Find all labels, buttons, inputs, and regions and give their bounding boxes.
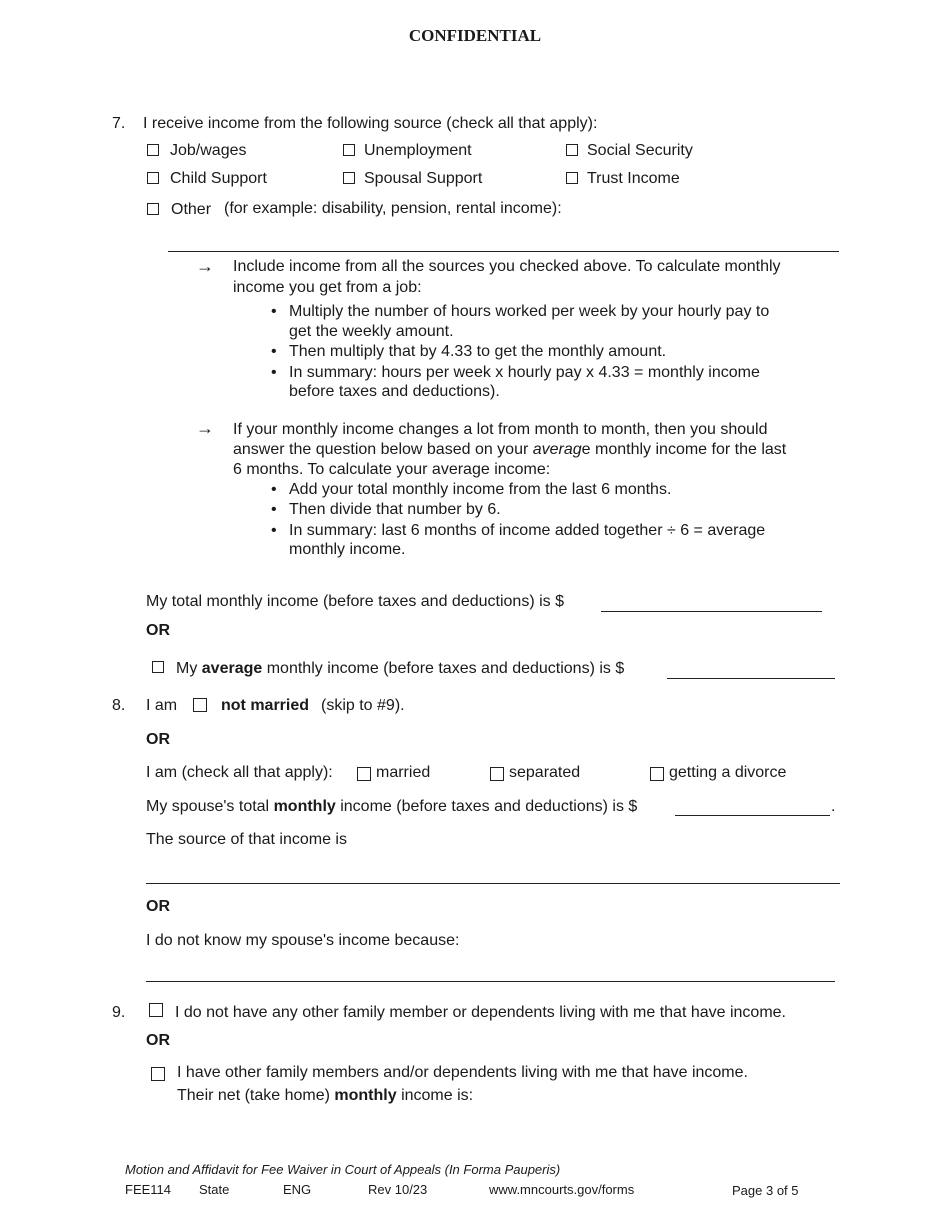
unemployment-label: Unemployment — [364, 142, 472, 159]
social-security-label: Social Security — [587, 142, 693, 159]
footer-url[interactable]: www.mncourts.gov/forms — [489, 1182, 635, 1197]
note1-bullet1-cont: get the weekly amount. — [289, 323, 454, 340]
job-wages-checkbox[interactable] — [147, 144, 159, 156]
separated-checkbox[interactable] — [490, 767, 504, 781]
average-income-checkbox[interactable] — [152, 661, 164, 673]
or-label: OR — [146, 731, 170, 748]
other-income-input-line[interactable] — [168, 251, 839, 252]
page-header-confidential: CONFIDENTIAL — [408, 26, 542, 45]
no-other-family-label: I do not have any other family member or dependents living with me that have income. — [175, 1004, 786, 1021]
q9-number: 9. — [112, 1004, 126, 1021]
footer-form-title: Motion and Affidavit for Fee Waiver in Court of Appeals (In Forma Pauperis) — [125, 1162, 561, 1177]
child-support-label: Child Support — [170, 170, 267, 187]
note2-bullet3-cont: monthly income. — [289, 541, 406, 558]
average-income-input-line[interactable] — [667, 678, 835, 679]
other-income-checkbox[interactable] — [147, 203, 159, 215]
note1-line2: income you get from a job: — [233, 279, 422, 296]
footer-state: State — [199, 1182, 230, 1197]
other-income-hint: (for example: disability, pension, rental income): — [224, 200, 562, 217]
i-am-label: I am — [146, 697, 178, 714]
footer-revision: Rev 10/23 — [368, 1182, 428, 1197]
social-security-checkbox[interactable] — [566, 144, 578, 156]
married-label: married — [376, 764, 431, 781]
total-income-input-line[interactable] — [601, 611, 822, 612]
spousal-support-label: Spousal Support — [364, 170, 483, 187]
not-married-checkbox[interactable] — [193, 698, 207, 712]
no-other-family-checkbox[interactable] — [149, 1003, 163, 1017]
footer-language: ENG — [283, 1182, 312, 1197]
getting-divorce-label: getting a divorce — [669, 764, 787, 781]
unemployment-checkbox[interactable] — [343, 144, 355, 156]
unknown-income-input-line[interactable] — [146, 981, 835, 982]
married-checkbox[interactable] — [357, 767, 371, 781]
note1-bullet1: • Multiply the number of hours worked per week by your hourly pay to — [289, 302, 769, 322]
average-income-label: My average monthly income (before taxes and deductions) is $ — [176, 660, 625, 677]
note2-line2: answer the question below based on your average monthly income for the last — [233, 441, 787, 458]
spousal-support-checkbox[interactable] — [343, 172, 355, 184]
footer-form-code: FEE114 — [125, 1182, 172, 1197]
income-source-label: The source of that income is — [146, 831, 347, 848]
skip-note: (skip to #9). — [321, 697, 405, 714]
arrow-right-icon: → — [196, 256, 214, 276]
spouse-income-input-line[interactable] — [675, 815, 830, 816]
note2-bullet3: • In summary: last 6 months of income added together ÷ 6 = average — [289, 521, 765, 541]
q7-number: 7. — [112, 115, 126, 132]
note2-line1: If your monthly income changes a lot from month to month, then you should — [233, 421, 768, 438]
have-other-family-checkbox[interactable] — [151, 1067, 165, 1081]
note1-bullet3-cont: before taxes and deductions). — [289, 383, 500, 400]
or-label: OR — [146, 1032, 170, 1049]
other-income-label: Other — [171, 201, 212, 218]
job-wages-label: Job/wages — [170, 142, 247, 159]
trust-income-label: Trust Income — [587, 170, 680, 187]
spouse-income-label: My spouse's total monthly income (before taxes and deductions) is $ — [146, 798, 638, 815]
note1-bullet3: • In summary: hours per week x hourly pay x 4.33 = monthly income — [289, 363, 760, 383]
separated-label: separated — [509, 764, 581, 781]
note2-line3: 6 months. To calculate your average income: — [233, 461, 551, 478]
have-other-family-label: I have other family members and/or dependents living with me that have income. — [177, 1064, 748, 1081]
note1-line1: Include income from all the sources you checked above. To calculate monthly — [233, 258, 781, 275]
getting-divorce-checkbox[interactable] — [650, 767, 664, 781]
child-support-checkbox[interactable] — [147, 172, 159, 184]
note2-bullet1: • Add your total monthly income from the last 6 months. — [289, 480, 671, 500]
net-income-label: Their net (take home) monthly income is: — [177, 1087, 474, 1104]
q8-number: 8. — [112, 697, 126, 714]
spouse-income-period: . — [831, 798, 836, 815]
arrow-right-icon: → — [196, 418, 214, 438]
or-label: OR — [146, 622, 170, 639]
note1-bullet2: • Then multiply that by 4.33 to get the monthly amount. — [289, 342, 666, 362]
income-source-input-line[interactable] — [146, 883, 840, 884]
or-label: OR — [146, 898, 170, 915]
q7-prompt: I receive income from the following source (check all that apply): — [143, 115, 598, 132]
note2-bullet2: • Then divide that number by 6. — [289, 500, 501, 520]
trust-income-checkbox[interactable] — [566, 172, 578, 184]
footer-page-number: Page 3 of 5 — [732, 1183, 799, 1198]
unknown-income-label: I do not know my spouse's income because: — [146, 932, 460, 949]
total-income-label: My total monthly income (before taxes and deductions) is $ — [146, 593, 564, 610]
check-all-label: I am (check all that apply): — [146, 764, 333, 781]
not-married-label: not married — [221, 697, 310, 714]
